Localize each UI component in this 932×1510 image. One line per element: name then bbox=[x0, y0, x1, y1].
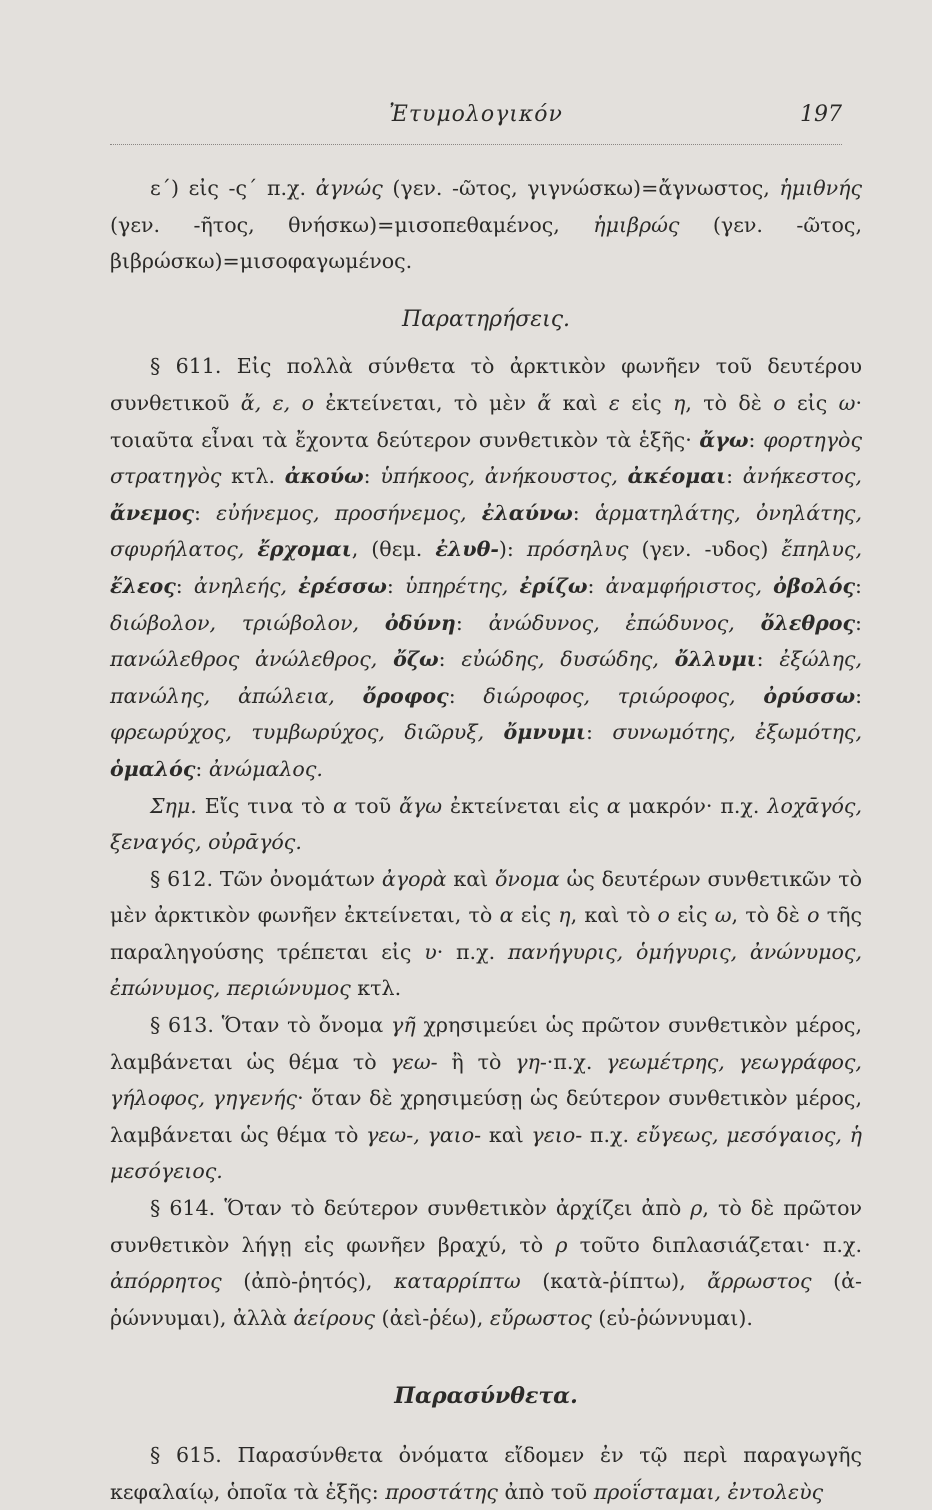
paragraph-note: Σημ. Εἴς τινα τὸ α τοῦ ἄγω ἐκτείνεται εἰς α μακρόν· π.χ. λοχᾱγός, ξεναγός, οὐρᾱγός. bbox=[110, 793, 863, 855]
text-body bbox=[110, 170, 862, 1510]
running-title: Ἐτυμολογικόν bbox=[389, 102, 563, 127]
paragraph-612: § 612. Τῶν ὀνομάτων ἀγορὰ καὶ ὄνομα ὡς δευτέρων συνθετικῶν τὸ μὲν ἀρκτικὸν φωνῆεν ἐκτείνεται, τὸ α εἰς η, καὶ τὸ ο εἰς ω, τὸ δὲ ο τῆς παραληγούσης τρέπεται εἰς υ· π.χ. πανήγυρις, ὁμήγυρις, ἀνώνυμος, ἐπώνυμος, περιώνυμος κτλ. bbox=[110, 866, 863, 1001]
section-heading-observations: Παρατηρήσεις. bbox=[401, 306, 571, 332]
paragraph-615: § 615. Παρασύνθετα ὀνόματα εἴδομεν ἐν τῷ περὶ παραγωγῆς κεφαλαίῳ, ὁποῖα τὰ ἑξῆς: προστάτης ἀπὸ τοῦ προΐσταμαι, ἐντολεὺς bbox=[110, 1443, 862, 1504]
page-number: 197 bbox=[800, 102, 842, 127]
paragraph-e: ε΄) εἰς -ς΄ π.χ. ἀγνώς (γεν. -ῶτος, γιγνώσκω)=ἄγνωστος, ἡμιθνής (γεν. -ῆτος, θνήσκω)=μισοπεθαμένος, ἡμιβρώς (γεν. -ῶτος, βιβρώσκω)=μισοφαγωμένος. bbox=[110, 176, 863, 274]
paragraph-611: § 611. Εἰς πολλὰ σύνθετα τὸ ἀρκτικὸν φωνῆεν τοῦ δευτέρου συνθετικοῦ ἄ, ε, ο ἐκτείνεται, τὸ μὲν ἄ καὶ ε εἰς η, τὸ δὲ ο εἰς ω· τοιαῦτα εἶναι τὰ ἔχοντα δεύτερον συνθετικὸν τὰ ἑξῆς· ἄγω: φορτηγὸς στρατηγὸς κτλ. ἀκούω: ὑπήκοος, ἀνήκουστος, ἀκέομαι: ἀνήκεστος, ἄνεμος: εὐήνεμος, προσήνεμος, ἐλαύνω: ἁρματηλάτης, ὀνηλάτης, σφυρήλατος, ἔρχομαι, (θεμ. ἐλυθ-): πρόσηλυς (γεν. -υδος) ἔπηλυς, ἔλεος: ἀνηλεής, ἐρέσσω: ὑπηρέτης, ἐρίζω: ἀναμφήριστος, ὀβολός: διώβολον, τριώβολον, ὀδύνη: ἀνώδυνος, ἐπώδυνος, ὄλεθρος: πανώλεθρος ἀνώλεθρος, ὄζω: εὐώδης, δυσώδης, ὄλλυμι: ἐξώλης, πανώλης, ἀπώλεια, ὄροφος: διώροφος, τριώροφος, ὀρύσσω: φρεωρύχος, τυμβωρύχος, διῶρυξ, ὄμνυμι: συνωμότης, ἐξωμότης, ὁμαλός: ἀνώμαλος. bbox=[110, 354, 863, 781]
running-head bbox=[110, 100, 842, 145]
section-heading-parasyntheta: Παρασύνθετα. bbox=[394, 1383, 578, 1410]
paragraph-614: § 614. Ὅταν τὸ δεύτερον συνθετικὸν ἀρχίζει ἀπὸ ρ, τὸ δὲ πρῶτον συνθετικὸν λήγῃ εἰς φωνῆεν βραχύ, τὸ ρ τοῦτο διπλασιάζεται· π.χ. ἀπόρρητος (ἀπὸ-ῥητός), καταρρίπτω (κατὰ-ῥίπτω), ἄρρωστος (ἀ-ῥώννυμαι), ἀλλὰ ἀείρους (ἀεὶ-ῥέω), εὔρωστος (εὐ-ῥώννυμαι). bbox=[110, 1196, 862, 1330]
paragraph-613: § 613. Ὅταν τὸ ὄνομα γῆ χρησιμεύει ὡς πρῶτον συνθετικὸν μέρος, λαμβάνεται ὡς θέμα τὸ γεω- ἢ τὸ γη-·π.χ. γεωμέτρης, γεωγράφος, γήλοφος, γηγενής· ὅταν δὲ χρησιμεύσῃ ὡς δεύτερον συνθετικὸν μέρος, λαμβάνεται ὡς θέμα τὸ γεω-, γαιο- καὶ γειο- π.χ. εὔγεως, μεσόγαιος, ἡ μεσόγειος. bbox=[110, 1013, 863, 1184]
